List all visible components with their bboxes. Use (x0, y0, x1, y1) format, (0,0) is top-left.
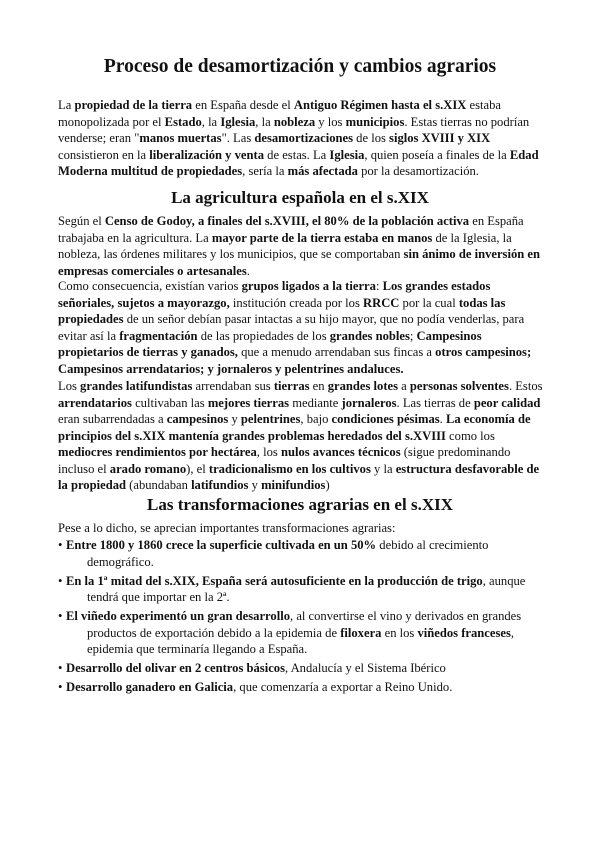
run-bold-text: grandes nobles (329, 328, 410, 343)
run-text: en los (381, 625, 418, 640)
run-bold-text: personas solventes (409, 379, 509, 393)
run-bold-text: arrendatarios (58, 395, 132, 410)
run-bold-text: pelentrines (240, 412, 301, 426)
run-text: que a menudo arrendaban sus fincas a (237, 345, 436, 359)
run-text: arrendaban sus (192, 379, 274, 393)
run-bold-text: Iglesia (329, 147, 365, 162)
run-bold-text: grandes lotes (327, 379, 399, 393)
run-text: . Estas tierras no podrían venderse; eran " (58, 114, 530, 145)
list-item (58, 679, 548, 696)
list-item-text (66, 537, 548, 570)
run-bold-text: manos muertas (139, 131, 222, 145)
run-text: ". Las (221, 131, 255, 145)
run-bold-text: Los grandes estados señoriales, sujetos a mayorazgo, (58, 279, 491, 310)
run-bold-text: La economía de principios del s.XIX mantenía grandes problemas heredados del s.XVIII (58, 412, 531, 443)
run-bold-text: propiedad de la tierra (74, 98, 193, 112)
run-text: , Andalucía y el Sistema Ibérico (284, 661, 446, 675)
run-text: eran subarrendadas a (58, 412, 167, 426)
run-bold-text: municipios (345, 114, 405, 129)
run-text: y (228, 412, 241, 426)
run-text: en (309, 379, 328, 393)
list-item (58, 608, 548, 658)
run-bold-text: sin ánimo de inversión en empresas comerciales o artesanales (58, 247, 540, 278)
run-bold-text: siglos XVIII y XIX (389, 131, 491, 145)
run-text: : (375, 279, 383, 293)
bullet-icon: • (58, 680, 63, 694)
section-heading-agricultura: La agricultura española en el s.XIX (171, 188, 429, 207)
run-text: y la (370, 461, 396, 476)
run-text: a (398, 379, 410, 393)
run-text: . (246, 263, 250, 278)
run-text: y los (315, 114, 346, 129)
run-text: , que comenzaría a exportar a Reino Unido. (233, 680, 453, 694)
run-bold-text: campesinos (166, 412, 229, 426)
run-text: , la (255, 114, 274, 129)
run-text: . Las tierras de (396, 395, 474, 410)
run-bold-text: mediocres rendimientos por hectárea (58, 445, 257, 459)
run-bold-text: peor calidad (473, 395, 541, 410)
list-item-text (66, 660, 548, 677)
run-text: por la desamortización. (357, 164, 479, 178)
run-bold-text: todas las propiedades (58, 295, 506, 326)
run-text: en España desde el (192, 98, 294, 112)
run-bold-text: Entre 1800 y 1860 crece la superficie cultivada en un 50% (66, 538, 377, 552)
run-text: ) (325, 478, 330, 492)
run-text: cultivaban las (131, 395, 208, 410)
run-text: Los (58, 379, 81, 393)
run-text: , sería la (242, 164, 288, 178)
run-bold-text: jornaleros (341, 395, 397, 410)
run-text: de las propiedades de los (197, 328, 330, 343)
run-text: ), el (186, 461, 209, 476)
paragraph-latifundistas (58, 378, 548, 494)
run-bold-text: Desarrollo del olivar en 2 centros básicos (66, 661, 285, 675)
run-bold-text: En la 1ª mitad del s.XIX, España será autosuficiente en la producción de trigo (66, 573, 483, 588)
bullet-icon: • (58, 609, 63, 623)
run-text: , epidemia que terminaría llegando a España. (87, 625, 515, 656)
run-text: de estas. La (264, 147, 330, 162)
transformaciones-list (58, 537, 548, 698)
run-text: de la Iglesia, la nobleza, las órdenes militares y los municipios, que se comportaban (58, 230, 512, 261)
run-bold-text: viñedos franceses (417, 625, 511, 640)
run-text: institución creada por los (229, 295, 363, 310)
run-bold-text: Edad Moderna multitud de propiedades (58, 147, 539, 178)
run-bold-text: tierras (273, 379, 310, 393)
run-text: (abundaban (126, 478, 192, 492)
section-heading-transformaciones: Las transformaciones agrarias en el s.XIX (147, 495, 453, 514)
run-bold-text: Estado (164, 114, 202, 129)
run-bold-text: tradicionalismo en los cultivos (208, 461, 371, 476)
run-bold-text: condiciones pésimas (331, 412, 440, 426)
run-text: consistieron en la (58, 147, 150, 162)
run-bold-text: Censo de Godoy, a finales del s.XVIII, el 80% de la población activa (104, 214, 470, 228)
run-bold-text: desamortizaciones (254, 131, 354, 145)
run-bold-text: arado romano (109, 461, 187, 476)
run-text: , quien poseía a finales de la (364, 147, 510, 162)
run-text: . Estos (508, 379, 543, 393)
bullet-icon: • (58, 538, 63, 552)
run-bold-text: grupos ligados a la tierra (241, 279, 376, 293)
list-item (58, 573, 548, 606)
paragraph-grupos-tierra (58, 278, 548, 377)
run-bold-text: grandes latifundistas (80, 379, 193, 393)
run-text: . (439, 412, 446, 426)
run-bold-text: liberalización y venta (149, 147, 265, 162)
bullet-icon: • (58, 661, 63, 675)
run-text: , aunque tendrá que importar en la 2ª. (87, 573, 526, 604)
run-text: , al convertirse el vino y derivados en grandes productos de exportación debido a la epidemia de (87, 609, 522, 640)
run-text: Según el (58, 214, 105, 228)
run-bold-text: filoxera (340, 625, 382, 640)
run-bold-text: Campesinos propietarios de tierras y ganados, (58, 328, 482, 359)
run-text: (sigue predominando incluso el (58, 445, 511, 476)
run-bold-text: mejores tierras (207, 395, 290, 410)
run-text: por la cual (399, 295, 459, 310)
list-item (58, 537, 548, 570)
run-text: en España trabajaba en la agricultura. La (58, 214, 524, 245)
run-text: Como consecuencia, existían varios (58, 279, 242, 293)
run-bold-text: estructura desfavorable de la propiedad (58, 461, 540, 492)
list-item-text (66, 679, 548, 696)
run-bold-text: minifundios (261, 478, 326, 492)
bullet-icon: • (58, 573, 63, 588)
run-bold-text: otros campesinos; Campesinos arrendatarios; y jornaleros y pelentrines andaluces. (58, 345, 532, 376)
run-bold-text: latifundios (191, 478, 249, 492)
run-text: ; (409, 328, 417, 343)
run-bold-text: El viñedo experimentó un gran desarrollo (66, 609, 291, 623)
run-bold-text: mayor parte de la tierra estaba en manos (211, 230, 433, 245)
intro-paragraph (58, 97, 548, 180)
run-bold-text: Antiguo Régimen hasta el s.XIX (293, 98, 467, 112)
list-item-text (66, 573, 548, 606)
list-item-text (66, 608, 548, 658)
transformaciones-lead: Pese a lo dicho, se aprecian importantes transformaciones agrarias: (58, 521, 396, 535)
run-text: , bajo (300, 412, 332, 426)
list-item (58, 660, 548, 677)
run-bold-text: Iglesia (220, 114, 256, 129)
run-bold-text: más afectada (287, 164, 358, 178)
run-text: La (58, 98, 75, 112)
run-text: , los (256, 445, 281, 459)
run-bold-text: nobleza (273, 114, 316, 129)
run-bold-text: Desarrollo ganadero en Galicia (66, 680, 234, 694)
paragraph-censo-godoy (58, 213, 548, 279)
run-bold-text: nulos avances técnicos (280, 445, 401, 459)
run-text: debido al crecimiento demográfico. (87, 538, 489, 569)
run-text: como los (445, 428, 495, 443)
run-text: de un señor debían pasar intactas a su hijo mayor, que no podía venderlas, para evitar así la (58, 312, 525, 343)
run-text: mediante (289, 395, 342, 410)
run-text: estaba monopolizada por el (58, 98, 501, 129)
run-text: de los (353, 131, 390, 145)
run-text: y (248, 478, 262, 492)
run-bold-text: fragmentación (119, 328, 198, 343)
run-text: , la (201, 114, 221, 129)
run-bold-text: RRCC (363, 295, 400, 310)
document-title: Proceso de desamortización y cambios agrarios (103, 56, 497, 77)
